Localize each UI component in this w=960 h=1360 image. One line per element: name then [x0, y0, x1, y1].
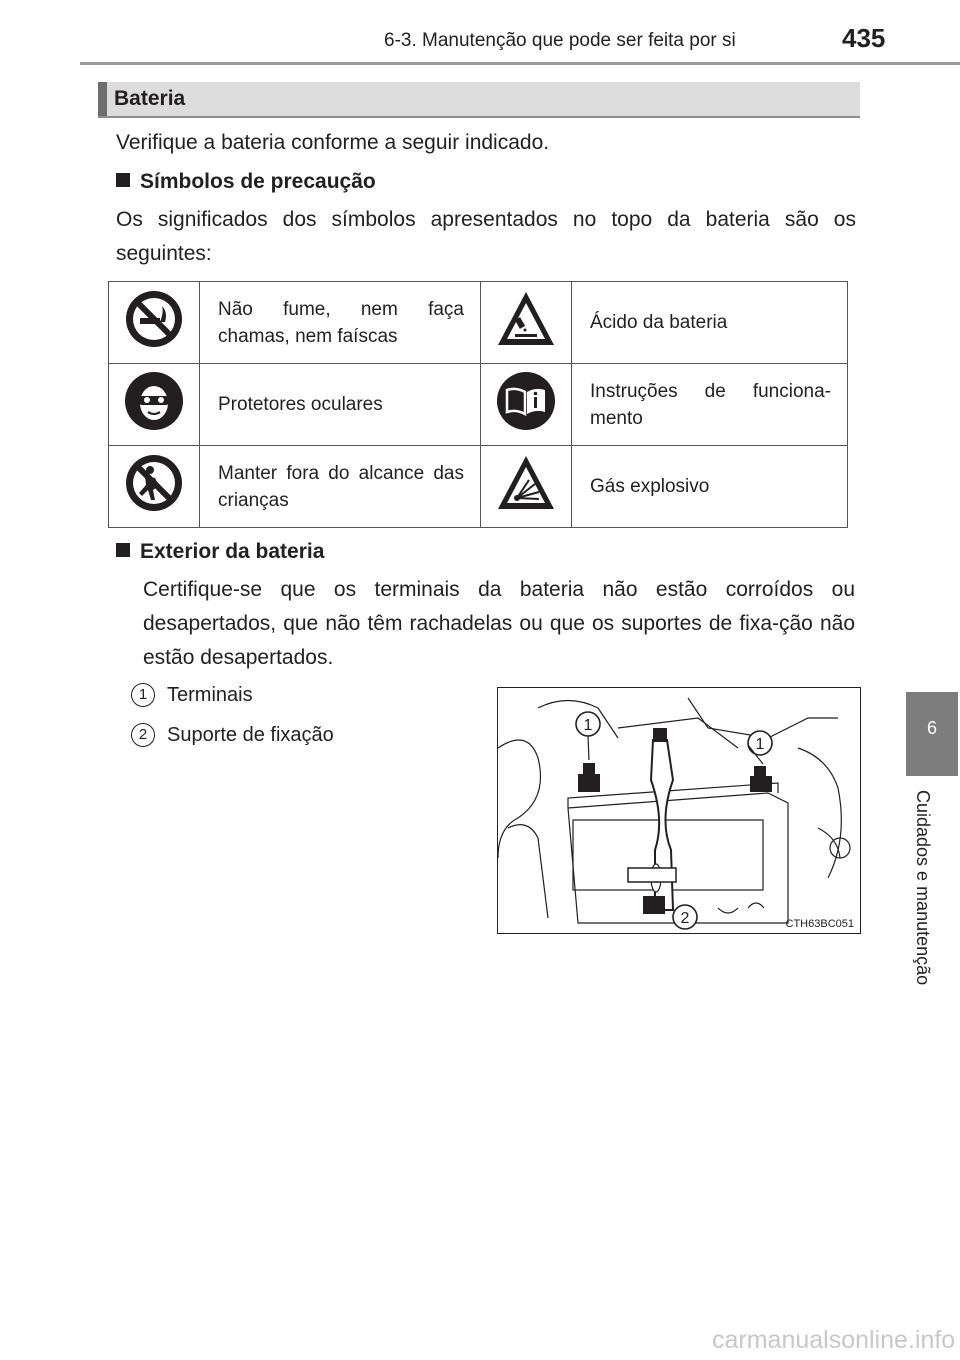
eye-protection-icon [123, 370, 185, 432]
exterior-heading-text: Exterior da bateria [140, 540, 325, 563]
page-number: 435 [842, 23, 886, 53]
keep-away-children-icon [123, 452, 185, 514]
legend-item [131, 683, 253, 707]
symbol-cell [481, 364, 572, 446]
symbols-heading-text: Símbolos de precaução [140, 170, 376, 193]
table-row [109, 282, 848, 364]
battery-acid-warning-icon [495, 288, 557, 350]
symbol-meaning: Instruções de funciona-mento [572, 364, 848, 446]
section-accent [98, 82, 107, 116]
callout-number: 1 [131, 683, 155, 707]
callout-number: 2 [131, 723, 155, 747]
legend-item [131, 723, 334, 747]
figure-code: CTH63BC051 [785, 918, 854, 930]
header-rule [80, 62, 960, 65]
symbol-cell [109, 282, 200, 364]
symbol-cell [109, 446, 200, 528]
chapter-tab[interactable] [906, 692, 958, 776]
symbol-meaning: Protetores oculares [200, 364, 481, 446]
exterior-heading [116, 540, 324, 564]
table-row [109, 364, 848, 446]
table-row [109, 446, 848, 528]
symbol-cell [109, 364, 200, 446]
section-header [98, 82, 860, 118]
legend-label: Suporte de fixação [167, 724, 334, 746]
intro-text: Verifique a bateria conforme a seguir indicado. [116, 131, 550, 154]
symbol-meaning: Manter fora do alcance das crianças [200, 446, 481, 528]
chapter-number: 6 [926, 718, 937, 738]
no-smoking-flame-icon [123, 288, 185, 350]
battery-illustration [498, 688, 861, 934]
callout-label: 2 [680, 910, 690, 927]
symbols-table [108, 281, 848, 528]
symbols-heading [116, 170, 376, 194]
callout-label: 1 [755, 736, 765, 753]
symbols-intro: Os significados dos símbolos apresentados no topo da bateria são os seguintes: [116, 208, 856, 265]
section-title: Bateria [114, 87, 186, 110]
exterior-text: Certifique-se que os terminais da bateria não estão corroídos ou desapertados, que não têm rachadelas ou que os suportes de fixa-ção não estão desapertados. [143, 578, 855, 669]
bullet-square-icon [116, 543, 130, 557]
symbol-meaning: Não fume, nem faça chamas, nem faíscas [200, 282, 481, 364]
explosive-gas-warning-icon [495, 452, 557, 514]
header-title: 6-3. Manutenção que pode ser feita por si [384, 30, 736, 51]
operating-instructions-icon [495, 370, 557, 432]
battery-figure [497, 687, 861, 934]
symbol-meaning: Gás explosivo [572, 446, 848, 528]
chapter-label: Cuidados e manutenção [913, 790, 933, 986]
symbol-cell [481, 282, 572, 364]
legend-label: Terminais [167, 684, 253, 706]
watermark: carmanualsonline.info [712, 1326, 956, 1354]
symbol-cell [481, 446, 572, 528]
bullet-square-icon [116, 173, 130, 187]
callout-label: 1 [583, 717, 593, 734]
symbol-meaning: Ácido da bateria [572, 282, 848, 364]
